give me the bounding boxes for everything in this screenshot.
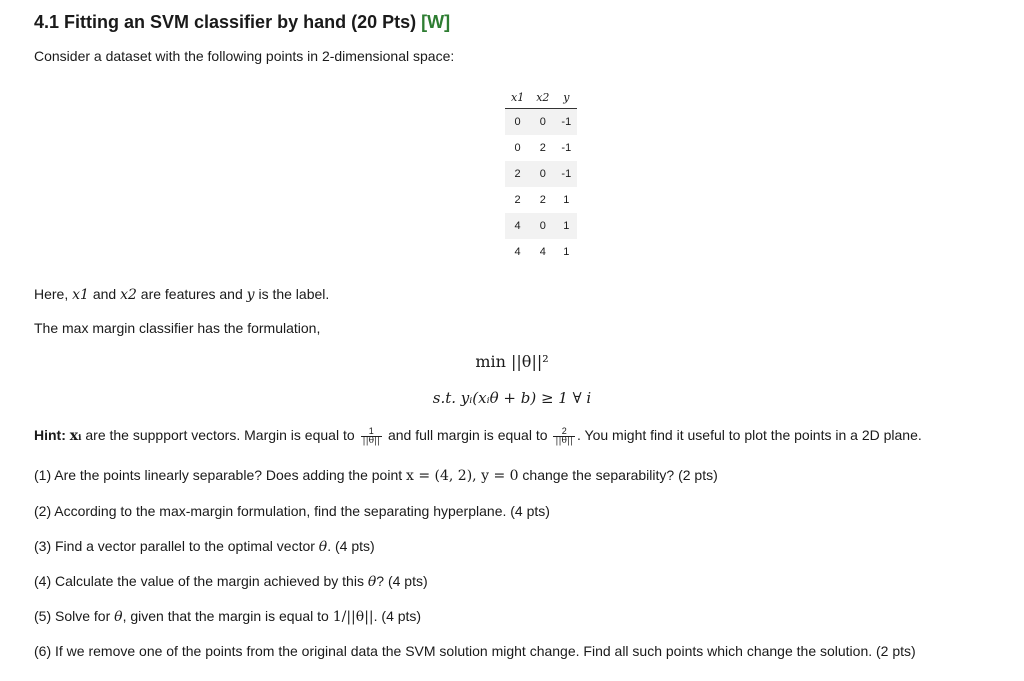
table-cell: 2 (505, 161, 530, 187)
features-post: is the label. (258, 286, 330, 302)
q5-text-c: , given that the margin is equal to (122, 608, 329, 624)
title-text: 4.1 Fitting an SVM classifier by hand (20 Pts) (34, 12, 417, 32)
q4-text-a: (4) Calculate the value of the margin achieved by this (34, 573, 364, 589)
table-cell: 0 (505, 109, 530, 136)
hint-text2: and full margin is equal to (387, 427, 548, 444)
table-row (505, 161, 577, 187)
table-row (505, 213, 577, 239)
table-cell: 2 (539, 142, 546, 154)
table-cell: 1 (563, 246, 570, 258)
frac2-den: ||θ|| (555, 436, 573, 446)
q5-theta: θ (114, 609, 123, 625)
table-cell: 0 (530, 213, 555, 239)
full-margin-fraction (553, 427, 575, 446)
frac1-den: ||θ|| (362, 436, 381, 446)
table-cell: 0 (514, 142, 521, 154)
q1-math: x = (4, 2), y = 0 (406, 468, 519, 484)
table-cell: 4 (514, 246, 521, 258)
table-cell: 0 (530, 109, 555, 136)
table-cell: -1 (561, 142, 572, 154)
question-1 (34, 467, 718, 484)
frac1-num: 1 (361, 427, 383, 437)
q3-theta: θ (318, 539, 328, 555)
hint-label: Hint: (34, 427, 66, 444)
section-title (34, 12, 450, 33)
features-sentence (34, 286, 329, 303)
question-6: (6) If we remove one of the points from the original data the SVM solution might change. Find all such points which change the solution. (2 pts) (34, 643, 916, 659)
var-y: y (246, 287, 255, 303)
table-row (505, 109, 577, 136)
q5-math: 1/||θ|| (332, 609, 374, 625)
var-x1: x1 (72, 287, 89, 303)
hint-var: xᵢ (69, 428, 82, 445)
question-5 (34, 608, 421, 625)
table-header-row (505, 86, 577, 109)
table-cell: 2 (539, 194, 546, 206)
header-x2: x2 (530, 86, 555, 109)
question-3 (34, 538, 375, 555)
var-x2: x2 (120, 287, 137, 303)
table-row (505, 135, 577, 161)
q1-text-a: (1) Are the points linearly separable? Does adding the point (34, 467, 403, 483)
table-cell: 1 (555, 213, 577, 239)
table-cell: -1 (555, 109, 577, 136)
features-mid: are features and (140, 286, 243, 302)
q4-text-c: ? (4 pts) (376, 573, 428, 589)
hint-text1: are the suppport vectors. Margin is equal to (85, 427, 355, 444)
frac2-num: 2 (553, 427, 575, 437)
table-cell: 1 (563, 194, 570, 206)
objective-equation: min ||θ||² (475, 352, 549, 371)
intro-text: Consider a dataset with the following points in 2-dimensional space: (34, 48, 455, 64)
features-pre: Here, (34, 286, 69, 302)
table-cell: 2 (514, 194, 521, 206)
margin-fraction (361, 427, 383, 446)
constraint-equation: s.t. yᵢ(xᵢθ + b) ≥ 1 ∀ i (432, 389, 592, 407)
question-4 (34, 573, 428, 590)
q5-text-a: (5) Solve for (34, 608, 111, 624)
q5-text-e: . (4 pts) (373, 608, 422, 624)
header-x1: x1 (505, 86, 530, 109)
q1-text-c: change the separability? (2 pts) (522, 467, 718, 483)
title-tag[interactable]: [W] (421, 12, 451, 32)
data-table (505, 86, 577, 265)
table-row (505, 187, 577, 213)
table-cell: 4 (505, 213, 530, 239)
table-cell: 0 (530, 161, 555, 187)
q3-text-c: . (4 pts) (327, 538, 375, 554)
q3-text-a: (3) Find a vector parallel to the optimal vector (34, 538, 315, 554)
formulation-text: The max margin classifier has the formulation, (34, 320, 321, 336)
hint-paragraph (34, 427, 922, 446)
q4-theta: θ (367, 574, 377, 590)
features-and: and (92, 286, 117, 302)
hint-text3: . You might find it useful to plot the points in a 2D plane. (576, 427, 922, 444)
header-y: y (555, 86, 577, 109)
question-2: (2) According to the max-margin formulation, find the separating hyperplane. (4 pts) (34, 503, 550, 519)
table-cell: -1 (555, 161, 577, 187)
table-row (505, 239, 577, 265)
table-cell: 4 (539, 246, 546, 258)
